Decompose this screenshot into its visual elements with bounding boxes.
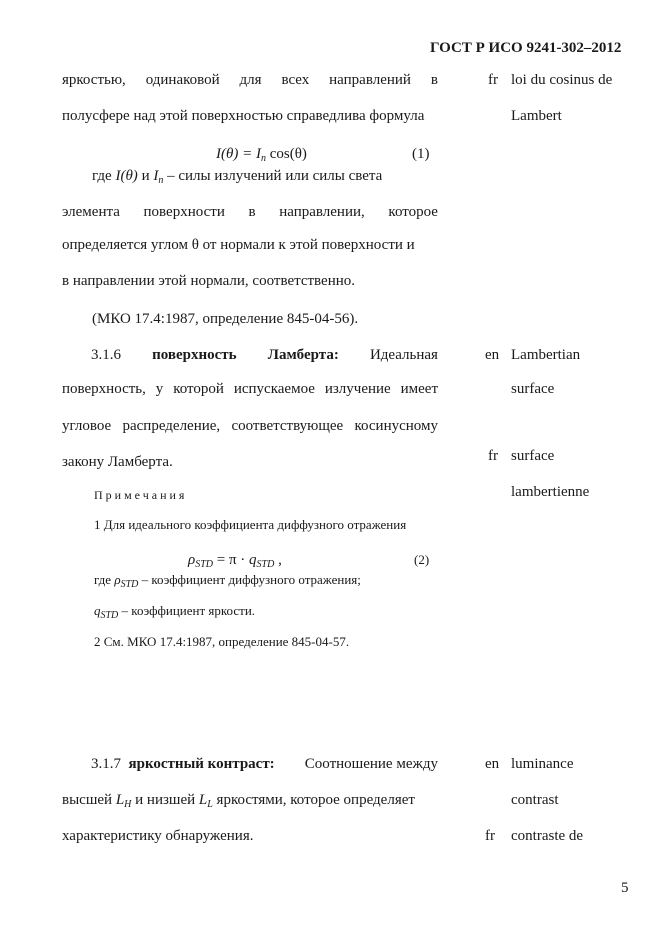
where-rest: – силы излучений или силы света <box>163 168 383 184</box>
def-3-1-6-line-3: угловое распределение, соответствующее косинусному <box>62 418 438 434</box>
symbol-L: L <box>115 792 125 808</box>
term-ru-part2: Ламберта: <box>267 347 339 363</box>
formula-1 <box>216 145 307 163</box>
term-lang: en <box>485 756 500 772</box>
term-ru: яркостный контраст: <box>128 756 275 772</box>
symbol-sub: STD <box>100 610 119 621</box>
term-ru-part1: поверхность <box>152 347 237 363</box>
def-3-1-6-line-2: поверхность, у которой испускаемое излучение имеет <box>62 381 438 397</box>
def-3-1-6-line-4: закону Ламберта. <box>62 454 173 470</box>
term-foreign: loi du cosinus de <box>511 72 613 88</box>
symbol-q: q <box>94 603 101 618</box>
symbol-L: L <box>198 792 208 808</box>
definition-start: Идеальная <box>369 347 438 363</box>
term-foreign: surface <box>511 381 555 397</box>
note-1: 1 Для идеального коэффициента диффузного отражения <box>94 517 407 532</box>
notes-title: Примечания <box>94 488 188 502</box>
term-foreign: surface <box>511 448 555 464</box>
note-2: 2 См. МКО 17.4:1987, определение 845-04-57. <box>94 634 350 649</box>
symbol-LH-sub: H <box>124 799 132 810</box>
formula-lhs: I(θ) = I <box>216 146 261 162</box>
term-lang: fr <box>488 448 498 464</box>
prev-where-line <box>92 167 438 185</box>
where-pre: где <box>92 168 116 184</box>
symbol-LL-sub: L <box>207 799 213 810</box>
prev-line-4 <box>62 203 438 221</box>
formula-2 <box>188 551 282 569</box>
formula-rhs: cos(θ) <box>265 146 307 162</box>
term-lang: en <box>485 347 500 363</box>
term-foreign: contraste de <box>511 828 584 844</box>
formula-sub: n <box>260 153 266 164</box>
clause-number: 3.1.7 <box>91 756 121 772</box>
text: яркостями, которое определяет <box>212 792 415 808</box>
def-3-1-7-line-2 <box>62 791 438 809</box>
prev-line-2: полусфере над этой поверхностью справедлива формула <box>62 108 425 124</box>
where-rho <box>94 571 361 589</box>
where-text: – коэффициент диффузного отражения; <box>138 572 361 587</box>
word: в <box>248 204 256 220</box>
formula-1-number: (1) <box>412 146 430 162</box>
word: всех <box>281 72 310 88</box>
symbol-q: q <box>249 552 257 568</box>
line-part <box>62 791 415 809</box>
formula-mid: = π · <box>213 552 250 568</box>
where-q <box>94 602 255 620</box>
word: поверхности <box>143 204 225 220</box>
term-foreign: contrast <box>511 792 559 808</box>
document-header: ГОСТ Р ИСО 9241-302–2012 <box>430 40 622 56</box>
def-3-1-7-line-1 <box>91 755 438 773</box>
where-text <box>92 167 382 185</box>
symbol-In-sub: n <box>158 175 164 186</box>
term-foreign: luminance <box>511 756 574 772</box>
word: направлений <box>329 72 411 88</box>
text: и низшей <box>131 792 199 808</box>
clause-number: 3.1.6 <box>91 347 121 363</box>
definition-start: Соотношение между <box>304 756 438 772</box>
prev-line-1 <box>62 71 438 89</box>
term-foreign: Lambertian <box>511 347 581 363</box>
formula-2-number: (2) <box>414 552 430 567</box>
prev-line-6: в направлении этой нормали, соответственно. <box>62 273 356 289</box>
symbol-rho-sub: STD <box>195 559 213 570</box>
symbol-sub: STD <box>120 579 139 590</box>
term-foreign: Lambert <box>511 108 562 124</box>
word: яркостью, <box>62 72 126 88</box>
prev-source: (МКО 17.4:1987, определение 845-04-56). <box>92 311 359 327</box>
term-lang: fr <box>488 72 498 88</box>
symbol-q-sub: STD <box>256 559 275 570</box>
word: для <box>239 72 262 88</box>
def-3-1-6-line-1 <box>91 346 438 364</box>
word: в <box>430 72 438 88</box>
where-mid: и <box>137 168 154 184</box>
where-text: – коэффициент яркости. <box>118 603 256 618</box>
symbol-I-theta: I(θ) <box>115 168 138 184</box>
symbol-In: I <box>153 168 159 184</box>
formula-end: , <box>274 552 282 568</box>
clause-and-term <box>91 755 275 773</box>
prev-line-5: определяется углом θ от нормали к этой поверхности и <box>62 237 415 253</box>
word: направлении, <box>279 204 365 220</box>
term-foreign: lambertienne <box>511 484 590 500</box>
term-lang: fr <box>485 828 495 844</box>
word: элемента <box>62 204 120 220</box>
word: одинаковой <box>145 72 220 88</box>
word: которое <box>388 204 438 220</box>
def-3-1-7-line-3: характеристику обнаружения. <box>62 828 254 844</box>
symbol-rho: ρ <box>114 572 121 587</box>
page-number: 5 <box>621 880 629 896</box>
where-pre: где <box>94 572 115 587</box>
text: высшей <box>62 792 116 808</box>
symbol-rho: ρ <box>188 552 196 568</box>
